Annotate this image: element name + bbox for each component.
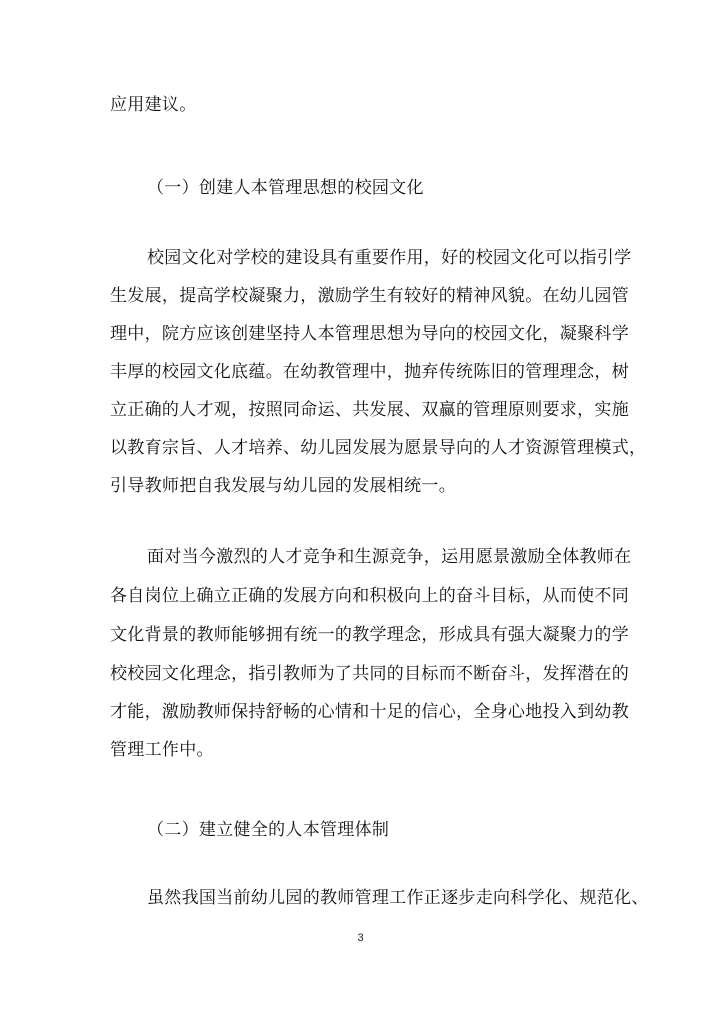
page-number: 3 xyxy=(357,932,364,944)
text-line: 生发展，提高学校凝聚力，激励学生有较好的精神风貌。在幼儿园管 xyxy=(110,286,629,306)
text-line: 管理工作中。 xyxy=(110,740,214,760)
section-heading-1: （一）创建人本管理思想的校园文化 xyxy=(147,178,424,198)
text-line: 以教育宗旨、人才培养、幼儿园发展为愿景导向的人才资源管理模式， xyxy=(110,438,647,458)
text-line: 应用建议。 xyxy=(110,95,197,115)
text-line: 引导教师把自我发展与幼儿园的发展相统一。 xyxy=(110,476,456,496)
text-line: 才能，激励教师保持舒畅的心情和十足的信心，全身心地投入到幼教 xyxy=(110,702,629,722)
text-line: 面对当今激烈的人才竞争和生源竞争，运用愿景激励全体教师在 xyxy=(147,547,632,567)
text-line: 各自岗位上确立正确的发展方向和积极向上的奋斗目标，从而使不同 xyxy=(110,586,629,606)
section-heading-2: （二）建立健全的人本管理体制 xyxy=(147,820,390,840)
text-line: 文化背景的教师能够拥有统一的教学理念，形成具有强大凝聚力的学 xyxy=(110,625,629,645)
text-line: 校校园文化理念，指引教师为了共同的目标而不断奋斗，发挥潜在的 xyxy=(110,664,629,684)
text-line: 校园文化对学校的建设具有重要作用，好的校园文化可以指引学 xyxy=(147,248,632,268)
text-line: 虽然我国当前幼儿园的教师管理工作正逐步走向科学化、规范化、 xyxy=(147,888,649,908)
text-line: 立正确的人才观，按照同命运、共发展、双赢的管理原则要求，实施 xyxy=(110,400,629,420)
text-line: 理中，院方应该创建坚持人本管理思想为导向的校园文化，凝聚科学 xyxy=(110,324,629,344)
text-line: 丰厚的校园文化底蕴。在幼教管理中，抛弃传统陈旧的管理理念，树 xyxy=(110,362,629,382)
